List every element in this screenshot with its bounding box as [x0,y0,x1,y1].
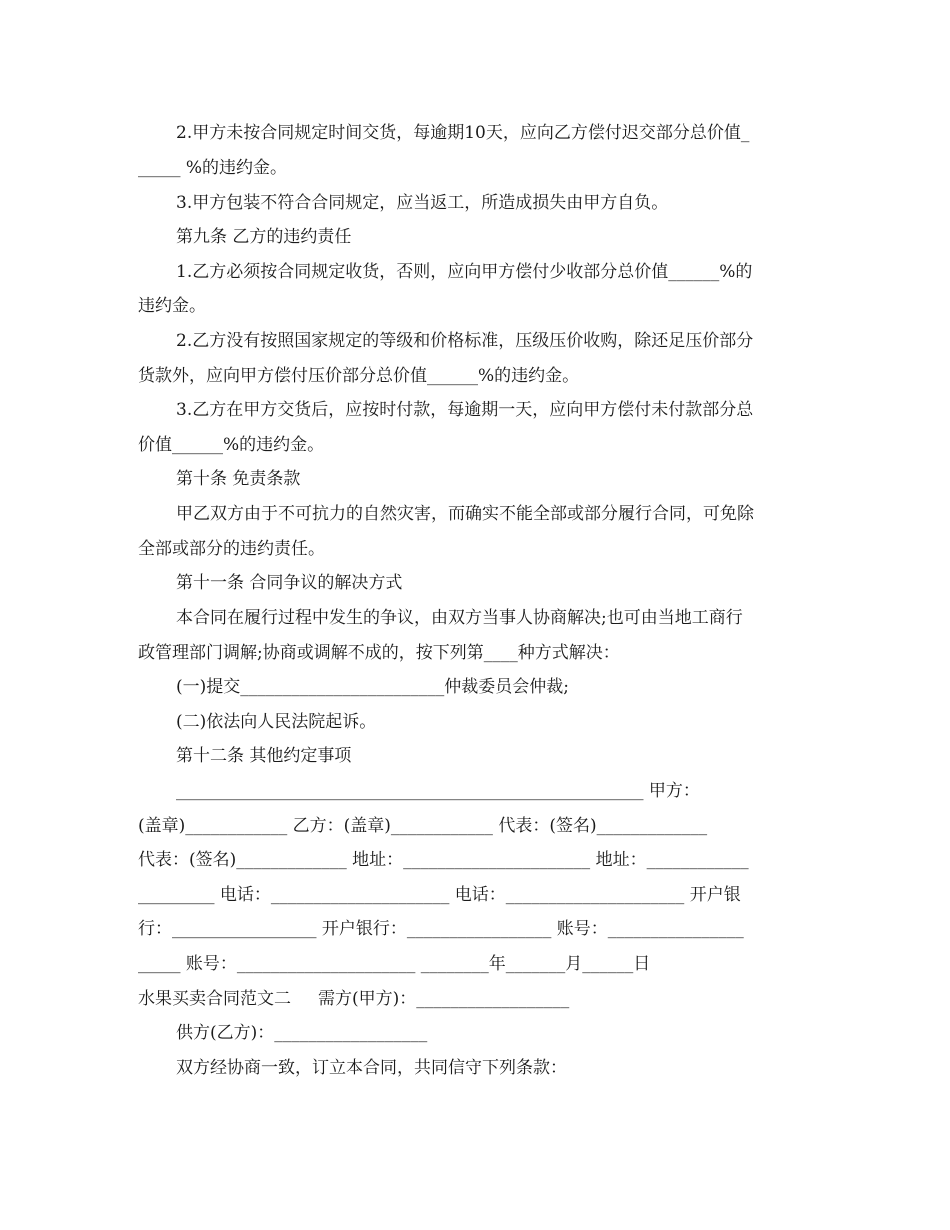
signature-block-line-6: _____ 账号：_____________________ ________年_______月______日 [138,954,651,974]
clause-11-heading: 第十一条 合同争议的解决方式 [176,573,403,593]
clause-8-item-2-line-1: 2.甲方未按合同规定时间交货，每逾期10天，应向乙方偿付迟交部分总价值_ [176,123,750,143]
contract-2-preamble: 双方经协商一致，订立本合同，共同信守下列条款： [176,1058,567,1078]
clause-11-option-2: (二)依法向人民法院起诉。 [176,712,377,732]
clause-9-item-3-line-2: 价值______%的违约金。 [138,435,325,455]
clause-10-body-line-2: 全部或部分的违约责任。 [138,539,325,559]
signature-block-line-1: _______________________________________________________ 甲方： [176,781,700,801]
clause-12-heading: 第十二条 其他约定事项 [176,746,352,766]
contract-2-supplier: 供方(乙方)：__________________ [176,1023,428,1043]
signature-block-line-4: _________ 电话：_____________________ 电话：_____________________ 开户银 [138,885,741,905]
clause-8-item-2-line-2: _____ %的违约金。 [138,158,288,178]
clause-9-item-1-line-2: 违约金。 [138,296,206,316]
clause-10-heading: 第十条 免责条款 [176,469,301,489]
signature-block-line-2: (盖章)____________ 乙方：(盖章)____________ 代表：(签名)_____________ [138,816,708,836]
clause-11-body-line-1: 本合同在履行过程中发生的争议，由双方当事人协商解决;也可由当地工商行 [176,608,743,628]
contract-2-title: 水果买卖合同范文二 需方(甲方)：__________________ [138,989,570,1009]
clause-8-item-3: 3.甲方包装不符合合同规定，应当返工，所造成损失由甲方自负。 [176,193,669,213]
signature-block-line-3: 代表：(签名)_____________ 地址：______________________ 地址：____________ [138,850,749,870]
clause-9-item-2-line-2: 货款外，应向甲方偿付压价部分总价值______%的违约金。 [138,366,580,386]
clause-9-item-2-line-1: 2.乙方没有按照国家规定的等级和价格标准，压级压价收购，除还足压价部分 [176,331,754,351]
clause-9-heading: 第九条 乙方的违约责任 [176,227,352,247]
clause-10-body-line-1: 甲乙双方由于不可抗力的自然灾害，而确实不能全部或部分履行合同，可免除 [176,504,754,524]
signature-block-line-5: 行：_________________ 开户银行：_________________ 账号：________________ [138,919,744,939]
clause-9-item-1-line-1: 1.乙方必须按合同规定收货，否则，应向甲方偿付少收部分总价值______%的 [176,262,753,282]
clause-9-item-3-line-1: 3.乙方在甲方交货后，应按时付款，每逾期一天，应向甲方偿付未付款部分总 [176,400,754,420]
clause-11-option-1: (一)提交________________________仲裁委员会仲裁; [176,677,569,697]
clause-11-body-line-2: 政管理部门调解;协商或调解不成的，按下列第____种方式解决： [138,643,620,663]
